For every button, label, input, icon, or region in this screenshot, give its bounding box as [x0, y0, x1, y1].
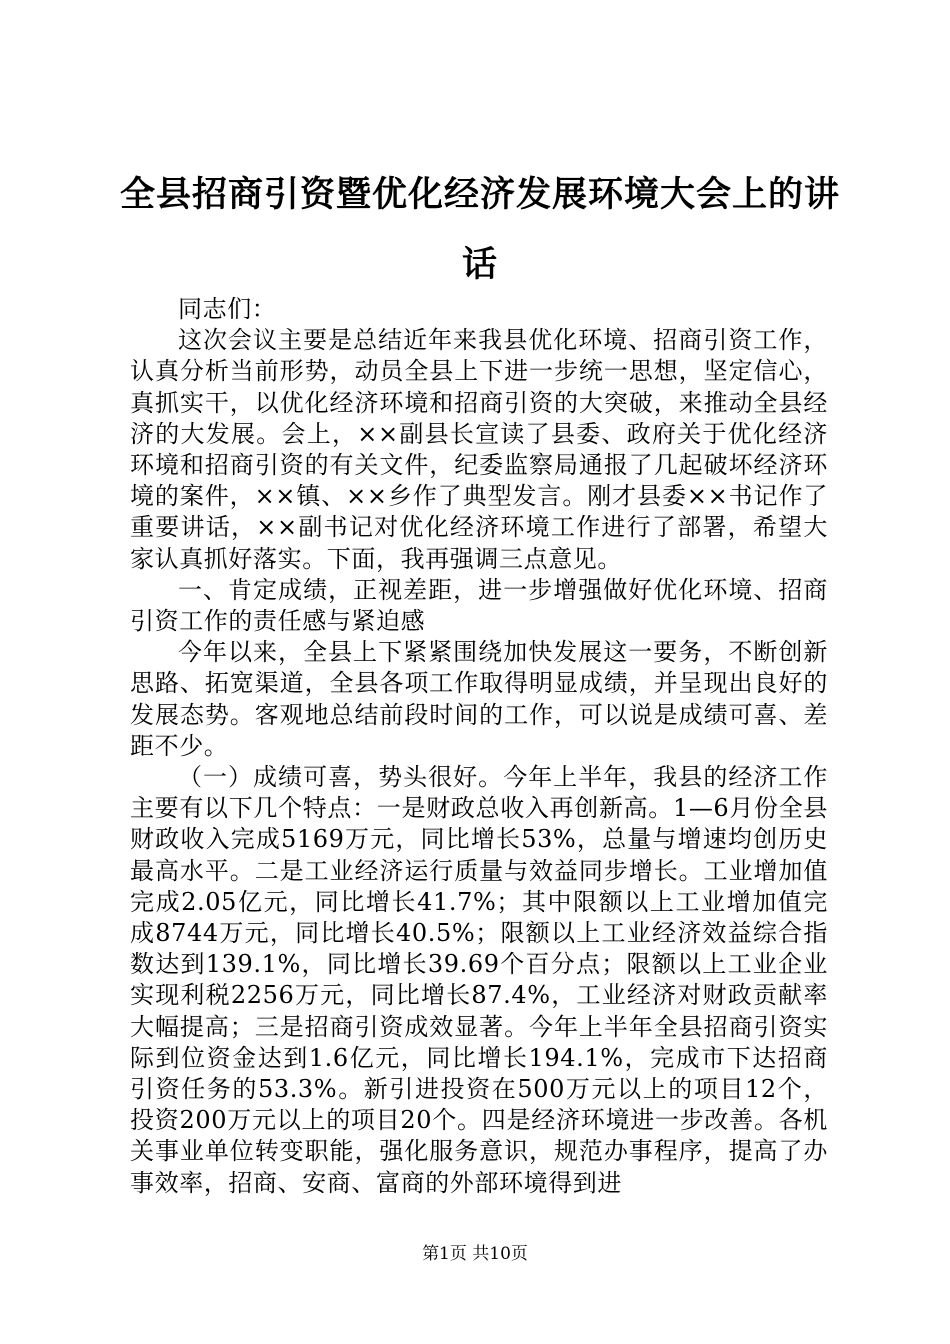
paragraph-overview: 今年以来，全县上下紧紧围绕加快发展这一要务，不断创新思路、拓宽渠道，全县各项工作取得明显成绩，并呈现出良好的发展态势。客观地总结前段时间的工作，可以说是成绩可喜、差距不少。 — [130, 638, 828, 760]
document-title: 全县招商引资暨优化经济发展环境大会上的讲话 — [119, 175, 840, 285]
document-body — [130, 294, 828, 1199]
salutation: 同志们： — [178, 295, 277, 323]
page-footer — [0, 1243, 950, 1265]
section-heading-1: 一、肯定成绩，正视差距，进一步增强做好优化环境、招商引资工作的责任感与紧迫感 — [130, 575, 828, 636]
page-number: 第1页 — [422, 1244, 467, 1264]
paragraph-intro: 这次会议主要是总结近年来我县优化环境、招商引资工作，认真分析当前形势，动员全县上下进一步统一思想，坚定信心，真抓实干，以优化经济环境和招商引资的大突破，来推动全县经济的大发展。会上，××副县长宣读了县委、政府关于优化经济环境和招商引资的有关文件，纪委监察局通报了几起破坏经济环境的案件，××镇、××乡作了典型发言。刚才县委××书记作了重要讲话，××副书记对优化经济环境工作进行了部署，希望大家认真抓好落实。下面，我再强调三点意见。 — [130, 326, 828, 573]
paragraph-achievements: （一）成绩可喜，势头很好。今年上半年，我县的经济工作主要有以下几个特点：一是财政总收入再创新高。1—6月份全县财政收入完成5169万元，同比增长53%，总量与增速均创历史最高水平。二是工业经济运行质量与效益同步增长。工业增加值完成2.05亿元，同比增长41.7%；其中限额以上工业增加值完成8744万元，同比增长40.5%；限额以上工业经济效益综合指数达到139.1%，同比增长39.69个百分点；限额以上工业企业实现利税2256万元，同比增长87.4%，工业经济对财政贡献率大幅提高；三是招商引资成效显著。今年上半年全县招商引资实际到位资金达到1.6亿元，同比增长194.1%，完成市下达招商引资任务的53.3%。新引进投资在500万元以上的项目12个，投资200万元以上的项目20个。四是经济环境进一步改善。各机关事业单位转变职能，强化服务意识，规范办事程序，提高了办事效率，招商、安商、富商的外部环境得到进 — [130, 763, 828, 1197]
page-total: 共10页 — [472, 1244, 528, 1264]
